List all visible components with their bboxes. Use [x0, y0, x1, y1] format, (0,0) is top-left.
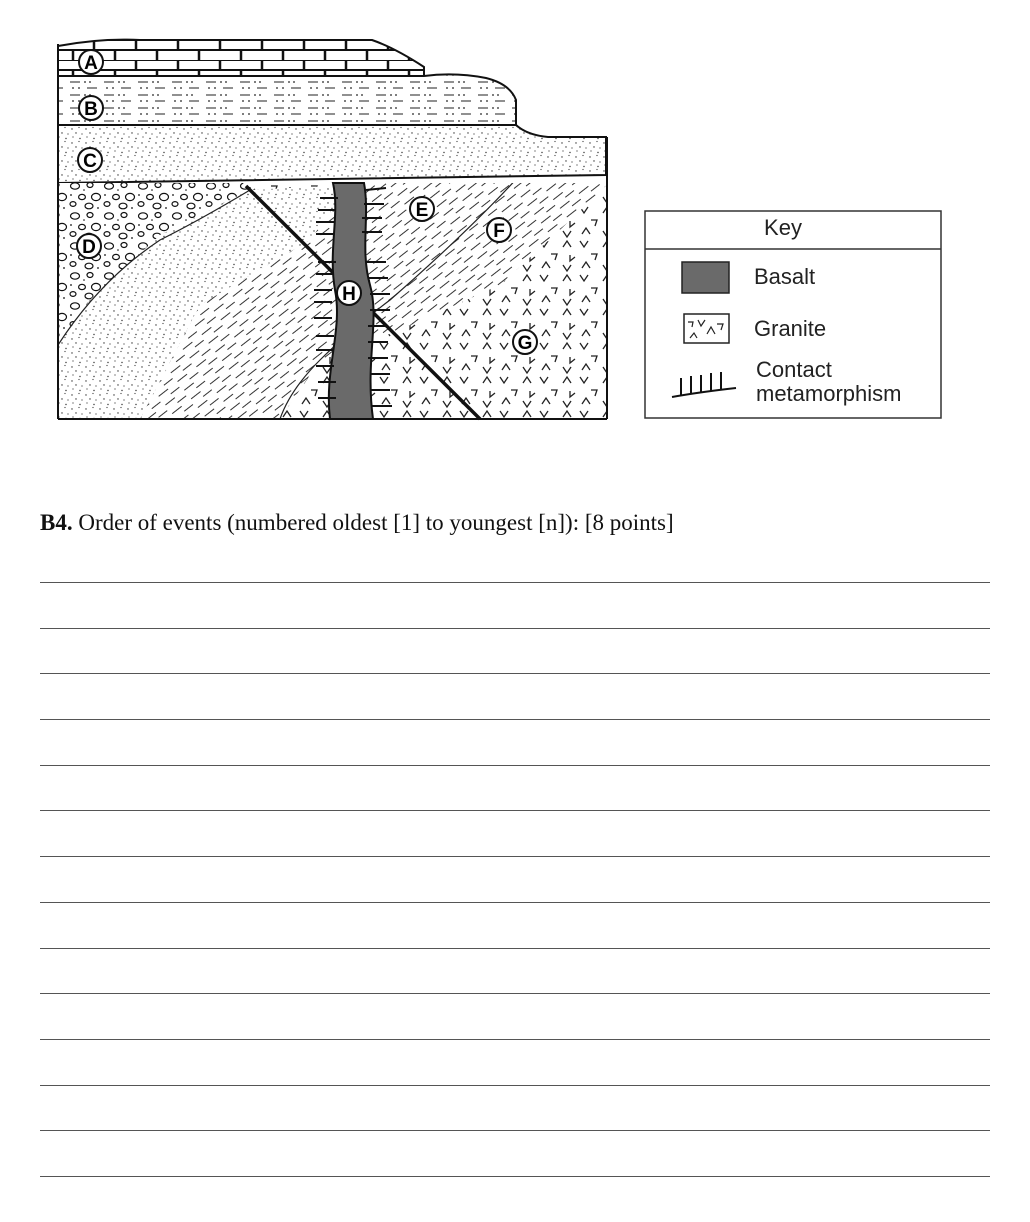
legend-contact-label-line2: metamorphism [756, 381, 902, 406]
answer-line[interactable] [40, 582, 990, 628]
answer-lines [40, 582, 990, 1222]
unit-c-sandstone [58, 125, 606, 183]
unit-label-b [79, 96, 103, 120]
legend-key [645, 211, 941, 418]
legend-title: Key [764, 215, 802, 240]
unit-label-h [337, 281, 361, 305]
answer-line[interactable] [40, 902, 990, 948]
unit-label-a [79, 50, 103, 74]
unit-label-d [77, 234, 101, 258]
answer-line[interactable] [40, 673, 990, 719]
answer-line[interactable] [40, 810, 990, 856]
svg-text:F: F [493, 221, 505, 242]
answer-line[interactable] [40, 1085, 990, 1131]
answer-line[interactable] [40, 1176, 990, 1222]
legend-contact-label: Contact [756, 357, 832, 382]
unit-label-c [78, 148, 102, 172]
answer-line[interactable] [40, 993, 990, 1039]
question-b4 [40, 510, 674, 536]
answer-line[interactable] [40, 948, 990, 994]
unit-b-siltstone [58, 74, 516, 125]
svg-text:D: D [82, 237, 96, 258]
unit-a-limestone [58, 40, 424, 76]
unit-label-f [487, 218, 511, 242]
svg-text:A: A [84, 53, 98, 74]
unit-label-g [513, 330, 537, 354]
answer-line[interactable] [40, 628, 990, 674]
answer-line[interactable] [40, 1130, 990, 1176]
svg-text:B: B [84, 99, 98, 120]
granite-swatch-icon [684, 314, 729, 343]
legend-granite-label: Granite [754, 316, 827, 341]
basalt-swatch-icon [682, 262, 729, 293]
answer-line[interactable] [40, 856, 990, 902]
svg-text:H: H [342, 284, 356, 305]
legend-basalt-label: Basalt [754, 264, 816, 289]
svg-text:C: C [83, 151, 97, 172]
question-number: B4. [40, 510, 73, 535]
cross-section-diagram [0, 0, 1030, 440]
answer-line[interactable] [40, 765, 990, 811]
answer-line[interactable] [40, 719, 990, 765]
svg-text:E: E [415, 200, 429, 221]
unit-label-e [410, 197, 434, 221]
question-text: Order of events (numbered oldest [1] to youngest [n]): [8 points] [78, 510, 674, 535]
svg-text:G: G [517, 333, 533, 354]
answer-line[interactable] [40, 1039, 990, 1085]
